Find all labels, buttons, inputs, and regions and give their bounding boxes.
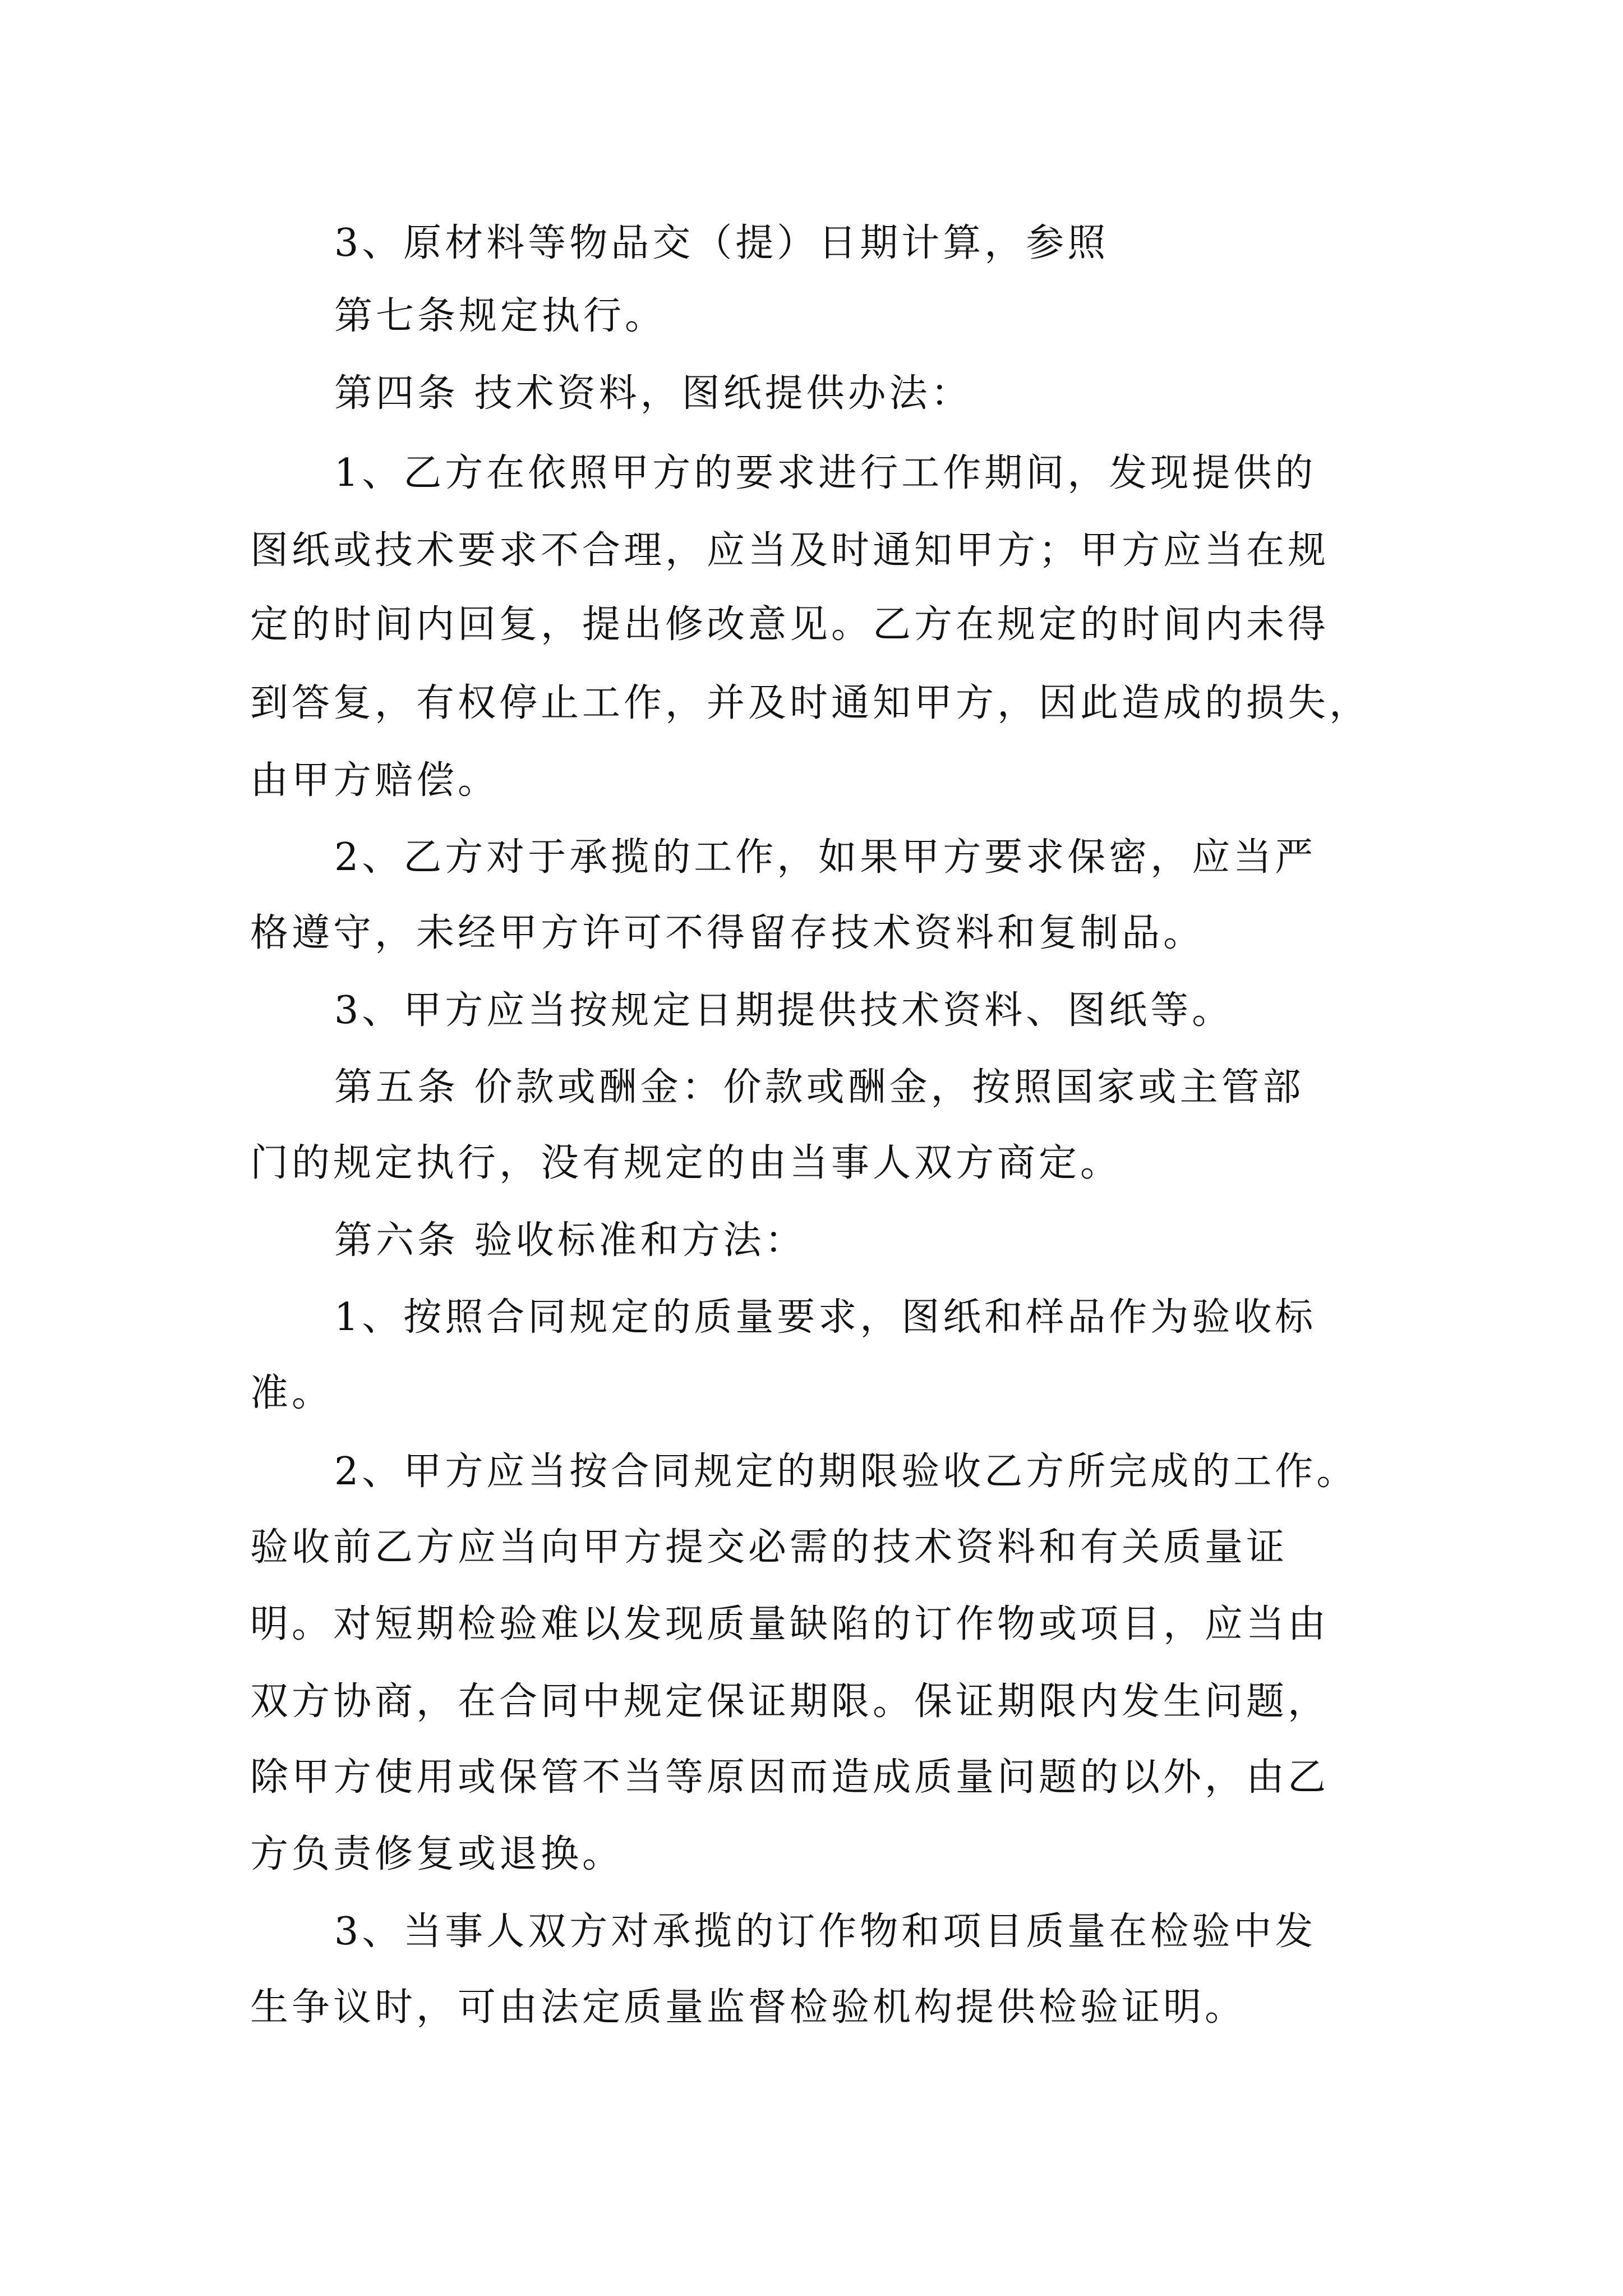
line-article-4-item-3: 3、甲方应当按规定日期提供技术资料、图纸等。 <box>334 988 1234 1033</box>
line-article-6-item-1-a: 1、按照合同规定的质量要求，图纸和样品作为验收标 <box>334 1295 1317 1340</box>
line-clause-7-reference: 第七条规定执行。 <box>334 294 667 338</box>
line-article-6-item-3-b: 生争议时，可由法定质量监督检验机构提供检验证明。 <box>250 1985 1247 2030</box>
line-article-5-a: 第五条 价款或酬金：价款或酬金，按照国家或主管部 <box>334 1065 1304 1110</box>
line-article-6-item-2-e: 除甲方使用或保管不当等原因而造成质量问题的以外，由乙 <box>250 1755 1330 1800</box>
line-article-4-item-1-d: 到答复，有权停止工作，并及时通知甲方，因此造成的损失， <box>250 681 1371 725</box>
line-article-6-item-2-a: 2、甲方应当按合同规定的期限验收乙方所完成的工作。 <box>334 1450 1358 1494</box>
line-article-5-b: 门的规定执行，没有规定的由当事人双方商定。 <box>250 1141 1122 1185</box>
line-article-6-heading: 第六条 验收标准和方法： <box>334 1218 806 1263</box>
line-article-6-item-3-a: 3、当事人双方对承揽的订作物和项目质量在检验中发 <box>334 1910 1317 1954</box>
line-article-4-item-1-a: 1、乙方在依照甲方的要求进行工作期间，发现提供的 <box>334 451 1317 495</box>
line-article-4-item-2-a: 2、乙方对于承揽的工作，如果甲方要求保密，应当严 <box>334 835 1317 880</box>
line-article-6-item-2-d: 双方协商，在合同中规定保证期限。保证期限内发生问题， <box>250 1680 1330 1724</box>
line-article-4-item-1-b: 图纸或技术要求不合理，应当及时通知甲方；甲方应当在规 <box>250 528 1330 573</box>
line-article-6-item-2-f: 方负责修复或退换。 <box>250 1832 624 1876</box>
line-article-6-item-2-c: 明。对短期检验难以发现质量缺陷的订作物或项目，应当由 <box>250 1602 1330 1646</box>
line-clause-3-item-3: 3、原材料等物品交（提）日期计算，参照 <box>334 221 1109 265</box>
line-article-4-item-2-b: 格遵守，未经甲方许可不得留存技术资料和复制品。 <box>250 911 1205 955</box>
line-article-6-item-1-b: 准。 <box>250 1371 334 1415</box>
line-article-4-item-1-e: 由甲方赔偿。 <box>250 758 500 803</box>
line-article-6-item-2-b: 验收前乙方应当向甲方提交必需的技术资料和有关质量证 <box>250 1525 1288 1570</box>
line-article-4-heading: 第四条 技术资料，图纸提供办法： <box>334 371 972 416</box>
line-article-4-item-1-c: 定的时间内回复，提出修改意见。乙方在规定的时间内未得 <box>250 602 1330 647</box>
